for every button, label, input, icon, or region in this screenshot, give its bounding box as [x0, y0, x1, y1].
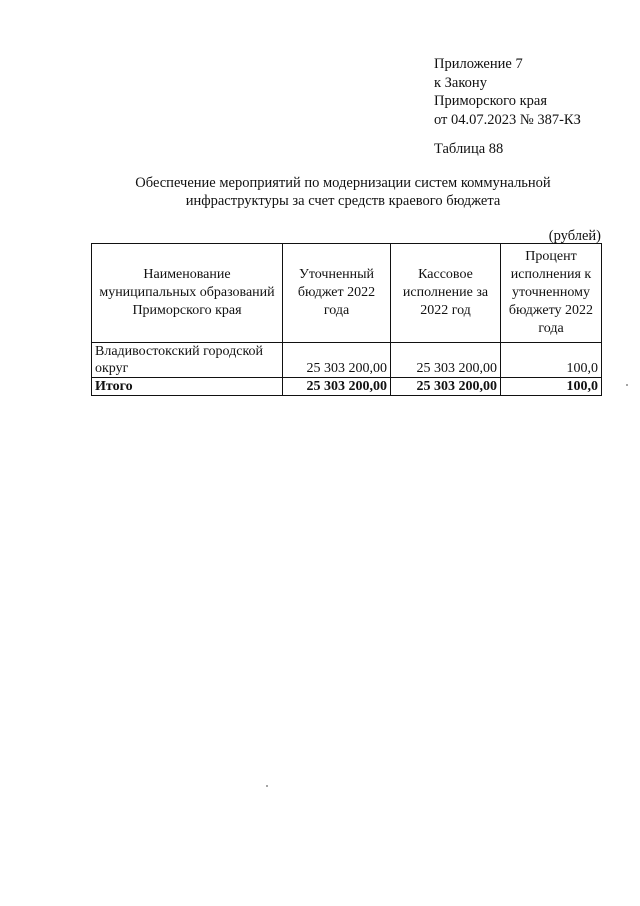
table-number: Таблица 88	[434, 141, 504, 157]
cell-budget: 25 303 200,00	[283, 343, 391, 378]
header-percent: Процент исполнения к уточненному бюджету 2022 года	[501, 244, 602, 343]
appendix-line-3: Приморского края	[434, 93, 548, 109]
header-municipality: Наименование муниципальных образований Приморского края	[92, 244, 283, 343]
appendix-line-1: Приложение 7	[434, 56, 523, 72]
scan-speck	[626, 384, 628, 386]
table-row	[92, 343, 602, 378]
header-budget: Уточненный бюджет 2022 года	[283, 244, 391, 343]
header-execution: Кассовое исполнение за 2022 год	[391, 244, 501, 343]
scan-speck	[266, 785, 268, 787]
units-label: (рублей)	[548, 228, 601, 244]
appendix-block	[434, 55, 581, 129]
document-title: Обеспечение мероприятий по модернизации систем коммунальной инфраструктуры за счет средств краевого бюджета	[135, 175, 551, 209]
cell-municipality: Владивостокский городской округ	[92, 343, 283, 378]
table-header-row	[92, 244, 602, 343]
cell-percent: 100,0	[501, 343, 602, 378]
total-budget: 25 303 200,00	[283, 378, 391, 396]
appendix-line-4: от 04.07.2023 № 387-КЗ	[434, 111, 581, 128]
appendix-line-2: к Закону	[434, 74, 487, 91]
budget-table	[91, 243, 602, 396]
total-label: Итого	[92, 378, 283, 396]
cell-execution: 25 303 200,00	[391, 343, 501, 378]
table-total-row	[92, 378, 602, 396]
total-percent: 100,0	[501, 378, 602, 396]
total-execution: 25 303 200,00	[391, 378, 501, 396]
